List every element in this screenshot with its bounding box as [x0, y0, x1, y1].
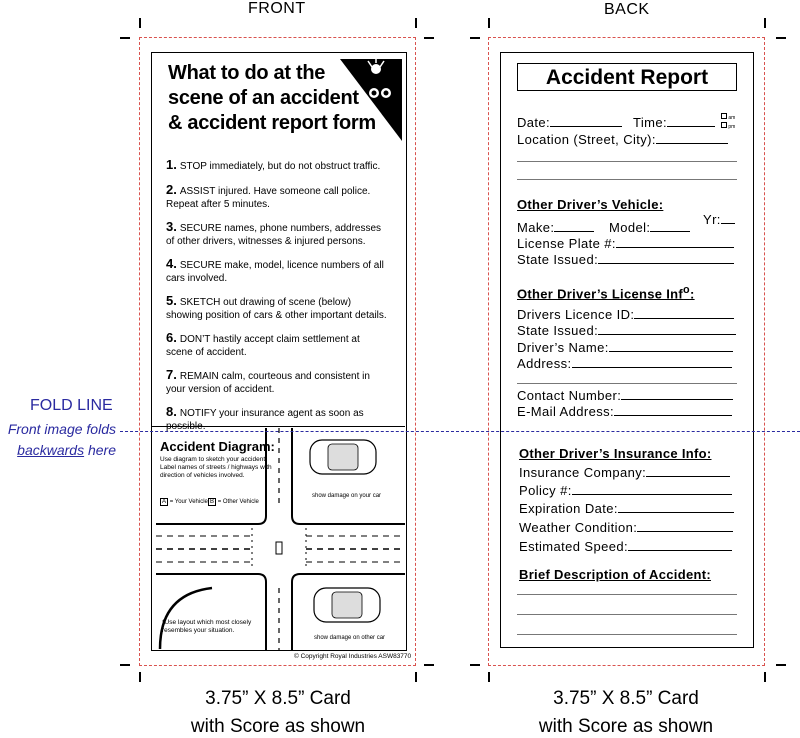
front-caption-line1: 3.75” X 8.5” Card	[205, 688, 351, 709]
plate-field[interactable]: License Plate #:	[517, 236, 734, 251]
crop-mark	[776, 664, 786, 666]
fold-note-line1: Front image folds	[7, 421, 116, 437]
policy-field[interactable]: Policy #:	[519, 483, 732, 498]
report-title: Accident Report	[517, 63, 737, 91]
speed-field[interactable]: Estimated Speed:	[519, 539, 732, 554]
crop-mark	[764, 672, 766, 682]
description-section-heading: Brief Description of Accident:	[519, 567, 711, 582]
write-line	[517, 594, 737, 595]
steps-list	[166, 157, 388, 432]
crop-mark	[424, 37, 434, 39]
diagram-title: Accident Diagram:	[160, 439, 275, 454]
divider	[152, 426, 405, 427]
driver-name-field[interactable]: Driver’s Name:	[517, 340, 733, 355]
write-line	[517, 614, 737, 615]
diagram-instructions: Use diagram to sketch your accident. Label names of streets / highways with direction of vehicles involved.	[160, 456, 272, 479]
back-caption-line1: 3.75” X 8.5” Card	[553, 688, 699, 709]
damage-your-car-label: show damage on your car	[312, 493, 382, 499]
crop-mark	[488, 18, 490, 28]
fold-line	[120, 431, 800, 432]
year-field[interactable]: Yr:	[703, 212, 735, 227]
front-card	[151, 52, 407, 651]
time-field[interactable]: Time:	[633, 115, 715, 130]
crop-mark	[488, 672, 490, 682]
crop-mark	[470, 37, 480, 39]
expiration-field[interactable]: Expiration Date:	[519, 501, 734, 516]
back-caption-line2: with Score as shown	[538, 716, 714, 737]
write-line	[517, 179, 737, 180]
back-label: BACK	[604, 1, 650, 18]
am-pm-checkboxes[interactable]: am pm	[721, 113, 735, 131]
write-line	[517, 634, 737, 635]
crash-graphic-icon	[338, 57, 404, 143]
crop-mark	[776, 37, 786, 39]
front-label: FRONT	[248, 0, 306, 17]
licence-id-field[interactable]: Drivers Licence ID:	[517, 307, 734, 322]
step-item: 2. ASSIST injured. Have someone call police. Repeat after 5 minutes.	[166, 182, 371, 210]
insurance-company-field[interactable]: Insurance Company:	[519, 465, 730, 480]
address-field[interactable]: Address:	[517, 356, 732, 371]
step-item: 5. SKETCH out drawing of scene (below) showing position of cars & other important details.	[166, 293, 387, 321]
crop-mark	[415, 672, 417, 682]
intersection-diagram	[152, 428, 405, 650]
date-field[interactable]: Date:	[517, 115, 622, 130]
write-line	[517, 383, 737, 384]
fold-line-label: FOLD LINE	[30, 397, 113, 414]
make-field[interactable]: Make:	[517, 220, 594, 235]
back-card	[500, 52, 754, 648]
state-issued-field[interactable]: State Issued:	[517, 323, 736, 338]
damage-other-car-label: show damage on other car	[314, 635, 386, 641]
front-title-line1: What to do at the	[168, 62, 326, 84]
crop-mark	[120, 664, 130, 666]
step-item: 6. DON’T hastily accept claim settlement at scene of accident.	[166, 330, 360, 358]
state-field[interactable]: State Issued:	[517, 252, 734, 267]
vehicle-section-heading: Other Driver’s Vehicle:	[517, 197, 664, 212]
email-field[interactable]: E-Mail Address:	[517, 404, 732, 419]
license-section-heading: Other Driver’s License Inf$^o$:	[517, 284, 695, 302]
crop-mark	[120, 37, 130, 39]
step-item: 1. STOP immediately, but do not obstruct traffic.	[166, 157, 381, 172]
step-item: 7. REMAIN calm, courteous and consistent in your version of accident.	[166, 367, 370, 395]
crop-mark	[764, 18, 766, 28]
contact-field[interactable]: Contact Number:	[517, 388, 733, 403]
step-item: 4. SECURE make, model, licence numbers of all cars involved.	[166, 256, 384, 284]
weather-field[interactable]: Weather Condition:	[519, 520, 733, 535]
front-title-line3: & accident report form	[168, 112, 376, 134]
front-title-line2: scene of an accident	[168, 87, 359, 109]
insurance-section-heading: Other Driver’s Insurance Info:	[519, 446, 712, 461]
model-field[interactable]: Model:	[609, 220, 690, 235]
write-line	[517, 161, 737, 162]
crop-mark	[139, 18, 141, 28]
location-field[interactable]: Location (Street, City):	[517, 132, 728, 147]
front-caption-line2: with Score as shown	[190, 716, 366, 737]
fold-note-line2: backwards here	[17, 442, 116, 458]
step-item: 8. NOTIFY your insurance agent as soon as possible.	[166, 404, 364, 432]
crop-mark	[470, 664, 480, 666]
copyright: © Copyright Royal Industries ASW83770	[294, 653, 412, 660]
step-item: 3. SECURE names, phone numbers, addresses of other drivers, witnesses & injured persons.	[166, 219, 382, 247]
crop-mark	[424, 664, 434, 666]
crop-mark	[139, 672, 141, 682]
legend-your-vehicle: A = Your Vehicle	[162, 499, 208, 505]
layout-note: *Use layout which most closely resembles your situation.	[162, 619, 252, 634]
legend-other-vehicle: B = Other Vehicle	[210, 499, 259, 505]
crop-mark	[415, 18, 417, 28]
